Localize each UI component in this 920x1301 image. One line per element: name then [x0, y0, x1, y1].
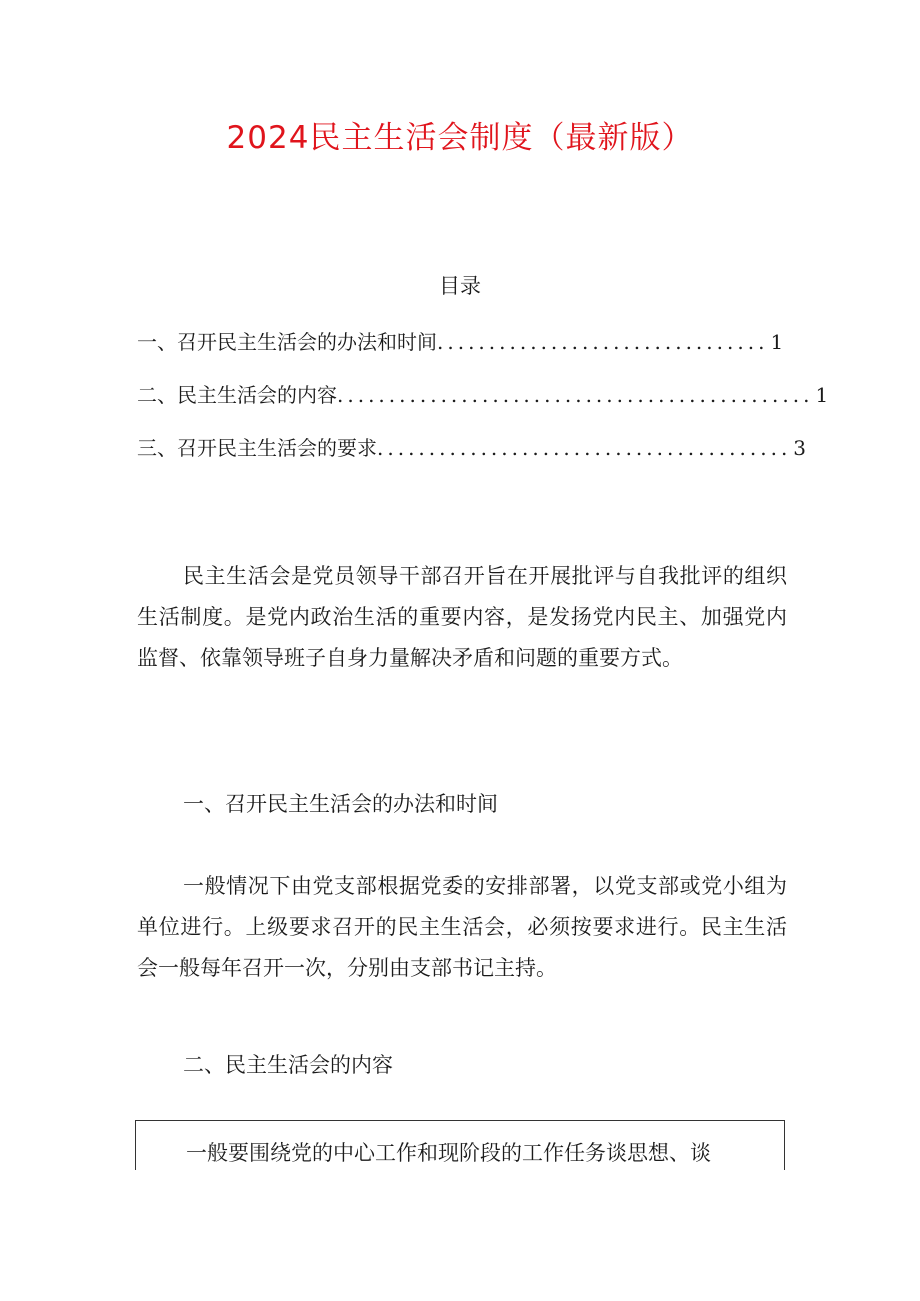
- toc-entry[interactable]: [137, 432, 807, 461]
- text-box: [135, 1120, 785, 1170]
- toc-page-number: 1: [815, 383, 829, 407]
- section-heading-2: 二、民主生活会的内容: [183, 1053, 393, 1077]
- intro-paragraph: 民主生活会是党员领导干部召开旨在开展批评与自我批评的组织生活制度。是党内政治生活的重要内容，是发扬党内民主、加强党内监督、依靠领导班子自身力量解决矛盾和问题的重要方式。: [137, 564, 787, 670]
- toc-leader-dots: ..............................................: [337, 383, 814, 407]
- document-title: 2024民主生活会制度（最新版）: [226, 120, 694, 156]
- toc-entry-text: 一、召开民主生活会的办法和时间: [137, 330, 437, 354]
- section-heading-1: 一、召开民主生活会的办法和时间: [183, 792, 498, 816]
- toc-page-number: 1: [770, 330, 784, 354]
- toc-leader-dots: ................................: [437, 330, 769, 354]
- section-1-paragraph: 一般情况下由党支部根据党委的安排部署，以党支部或党小组为单位进行。上级要求召开的民主生活会，必须按要求进行。民主生活会一般每年召开一次，分别由支部书记主持。: [137, 874, 787, 980]
- toc-entry-text: 二、民主生活会的内容: [137, 383, 337, 407]
- section-2-paragraph: 一般要围绕党的中心工作和现阶段的工作任务谈思想、谈: [186, 1141, 711, 1165]
- toc-leader-dots: ........................................: [377, 436, 792, 460]
- toc-entry[interactable]: [137, 379, 829, 408]
- toc-heading: 目录: [439, 274, 481, 298]
- toc-entry[interactable]: [137, 326, 784, 355]
- toc-page-number: 3: [793, 436, 807, 460]
- toc-entry-text: 三、召开民主生活会的要求: [137, 436, 377, 460]
